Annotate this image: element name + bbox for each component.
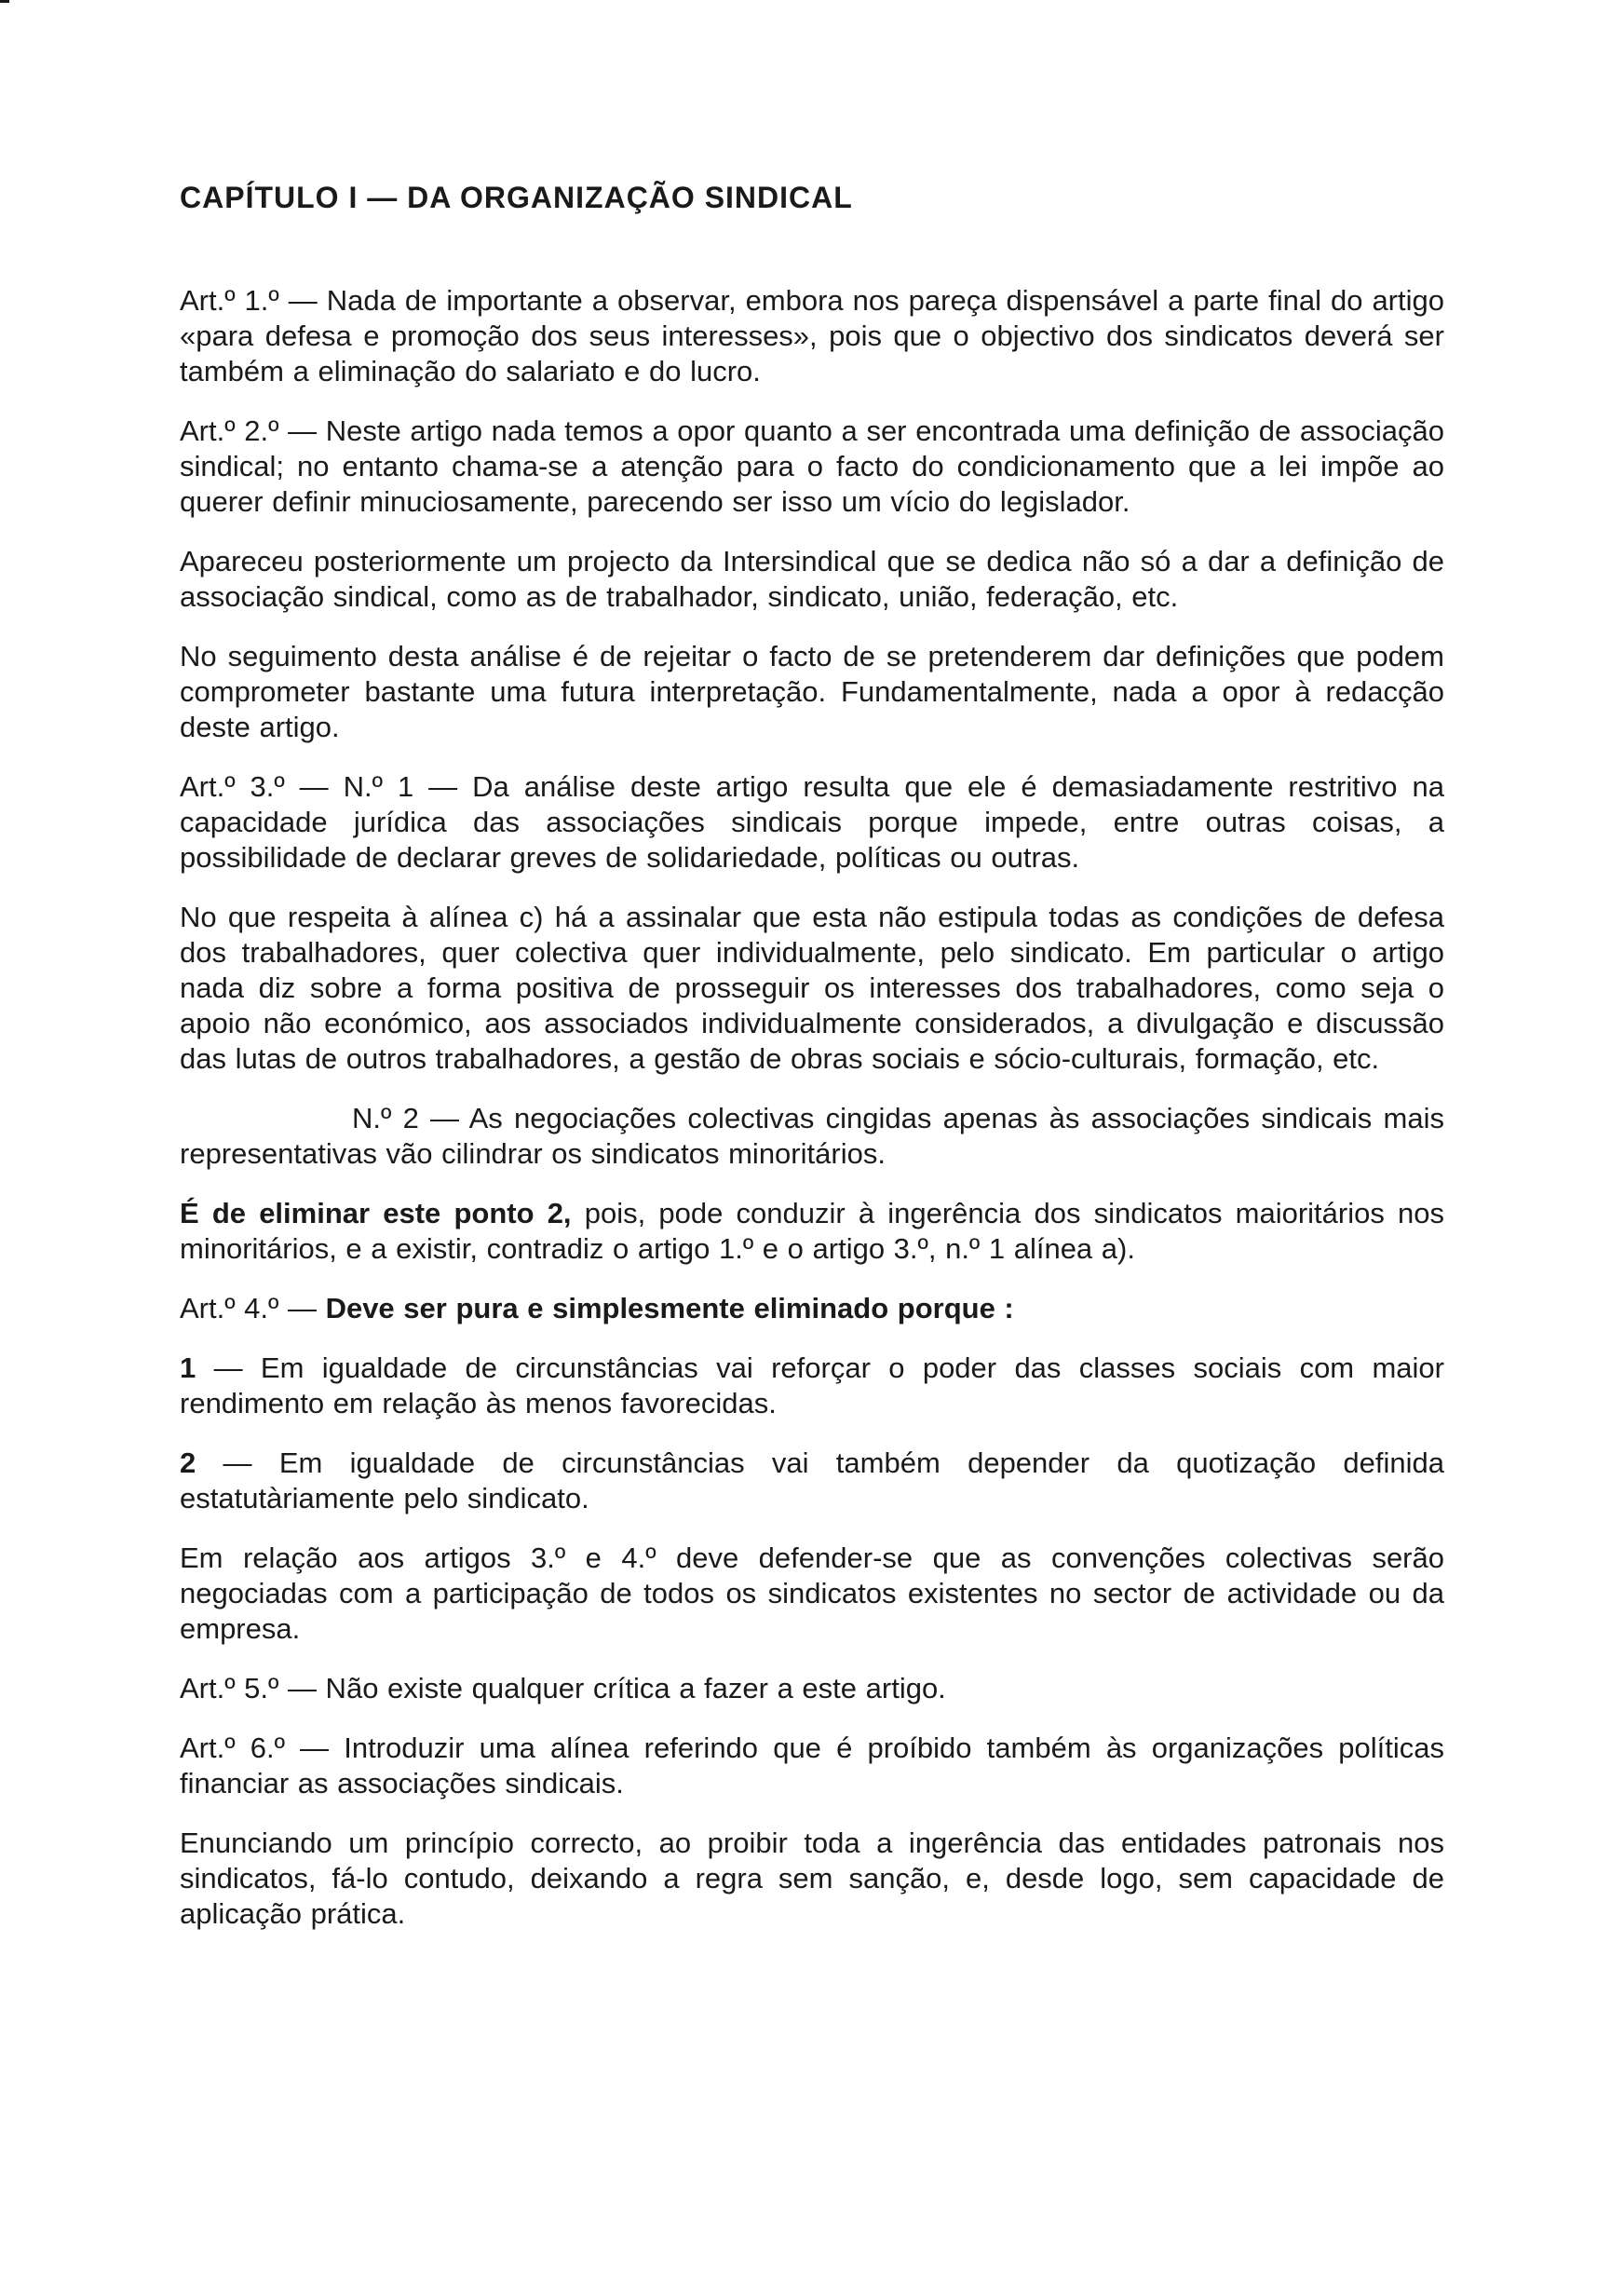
paragraph-art3-n1: Art.º 3.º — N.º 1 — Da análise deste artigo resulta que ele é demasiadamente restritivo na capacidade jurídica das associações sindicais porque impede, entre outras coisas, a possibilidade de declarar greves de solidariedade, políticas ou outras. <box>180 770 1444 874</box>
paragraph-art3-alinea-c: No que respeita à alínea c) há a assinalar que esta não estipula todas as condições de defesa dos trabalhadores, quer colectiva quer individualmente, pelo sindicato. Em particular o artigo nada diz sobre a forma positiva de prosseguir os interesses dos trabalhadores, como seja o apoio não económico, aos associados individualmente considerados, a divulgação e discussão das lutas de outros trabalhadores, a gestão de obras sociais e sócio-culturais, formação, etc. <box>180 901 1444 1075</box>
paragraph-art4-point2 <box>180 1446 1444 1516</box>
paragraph-art4-point1 <box>180 1351 1444 1421</box>
point2-text: — Em igualdade de circunstâncias vai também depender da quotização definida estatutàriamente pelo sindicato. <box>180 1446 1444 1514</box>
art4-prefix: Art.º 4.º — <box>180 1292 326 1324</box>
paragraph-art3-4-relation: Em relação aos artigos 3.º e 4.º deve defender-se que as convenções colectivas serão negociadas com a participação de todos os sindicatos existentes no sector de actividade ou da empresa. <box>180 1541 1444 1645</box>
point1-number: 1 <box>180 1351 196 1384</box>
paragraph-art6-principle: Enunciando um princípio correcto, ao proibir toda a ingerência das entidades patronais nos sindicatos, fá-lo contudo, deixando a regra sem sanção, e, desde logo, sem capacidade de aplicação prática. <box>180 1826 1444 1930</box>
point2-number: 2 <box>180 1446 196 1479</box>
paragraph-art2-conclusion: No seguimento desta análise é de rejeitar o facto de se pretenderem dar definições que podem comprometer bastante uma futura interpretação. Fundamentalmente, nada a opor à redacção deste artigo. <box>180 640 1444 743</box>
paragraph-art3-eliminate <box>180 1196 1444 1267</box>
point1-text: — Em igualdade de circunstâncias vai reforçar o poder das classes sociais com maior rendimento em relação às menos favorecidas. <box>180 1351 1444 1419</box>
document-body <box>180 179 1444 1956</box>
paragraph-art5: Art.º 5.º — Não existe qualquer crítica a fazer a este artigo. <box>180 1672 946 1704</box>
chapter-title: CAPÍTULO I — DA ORGANIZAÇÃO SINDICAL <box>180 181 853 214</box>
art4-emphasis: Deve ser pura e simplesmente eliminado porque : <box>325 1292 1014 1324</box>
paragraph-art2: Art.º 2.º — Neste artigo nada temos a opor quanto a ser encontrada uma definição de associação sindical; no entanto chama-se a atenção para o facto do condicionamento que a lei impõe ao querer definir minuciosamente, parecendo ser isso um vício do legislador. <box>180 414 1444 518</box>
paragraph-art1: Art.º 1.º — Nada de importante a observar, embora nos pareça dispensável a parte final do artigo «para defesa e promoção dos seus interesses», pois que o objectivo dos sindicatos deverá ser também a eliminação do salariato e do lucro. <box>180 284 1444 387</box>
paragraph-art2-intersindical: Apareceu posteriormente um projecto da Intersindical que se dedica não só a dar a definição de associação sindical, como as de trabalhador, sindicato, união, federação, etc. <box>180 545 1444 613</box>
paragraph-art6: Art.º 6.º — Introduzir uma alínea referindo que é proíbido também às organizações políticas financiar as associações sindicais. <box>180 1731 1444 1799</box>
eliminate-emphasis: É de eliminar este ponto 2, <box>180 1197 572 1229</box>
paragraph-art4 <box>180 1291 1444 1326</box>
paragraph-art3-n2: N.º 2 — As negociações colectivas cingidas apenas às associações sindicais mais representativas vão cilindrar os sindicatos minoritários. <box>180 1102 1444 1170</box>
eliminate-text: pois, pode conduzir à ingerência dos sindicatos maioritários nos minoritários, e a existir, contradiz o artigo 1.º e o artigo 3.º, n.º 1 alínea a). <box>180 1197 1444 1265</box>
corner-mark <box>0 0 9 3</box>
